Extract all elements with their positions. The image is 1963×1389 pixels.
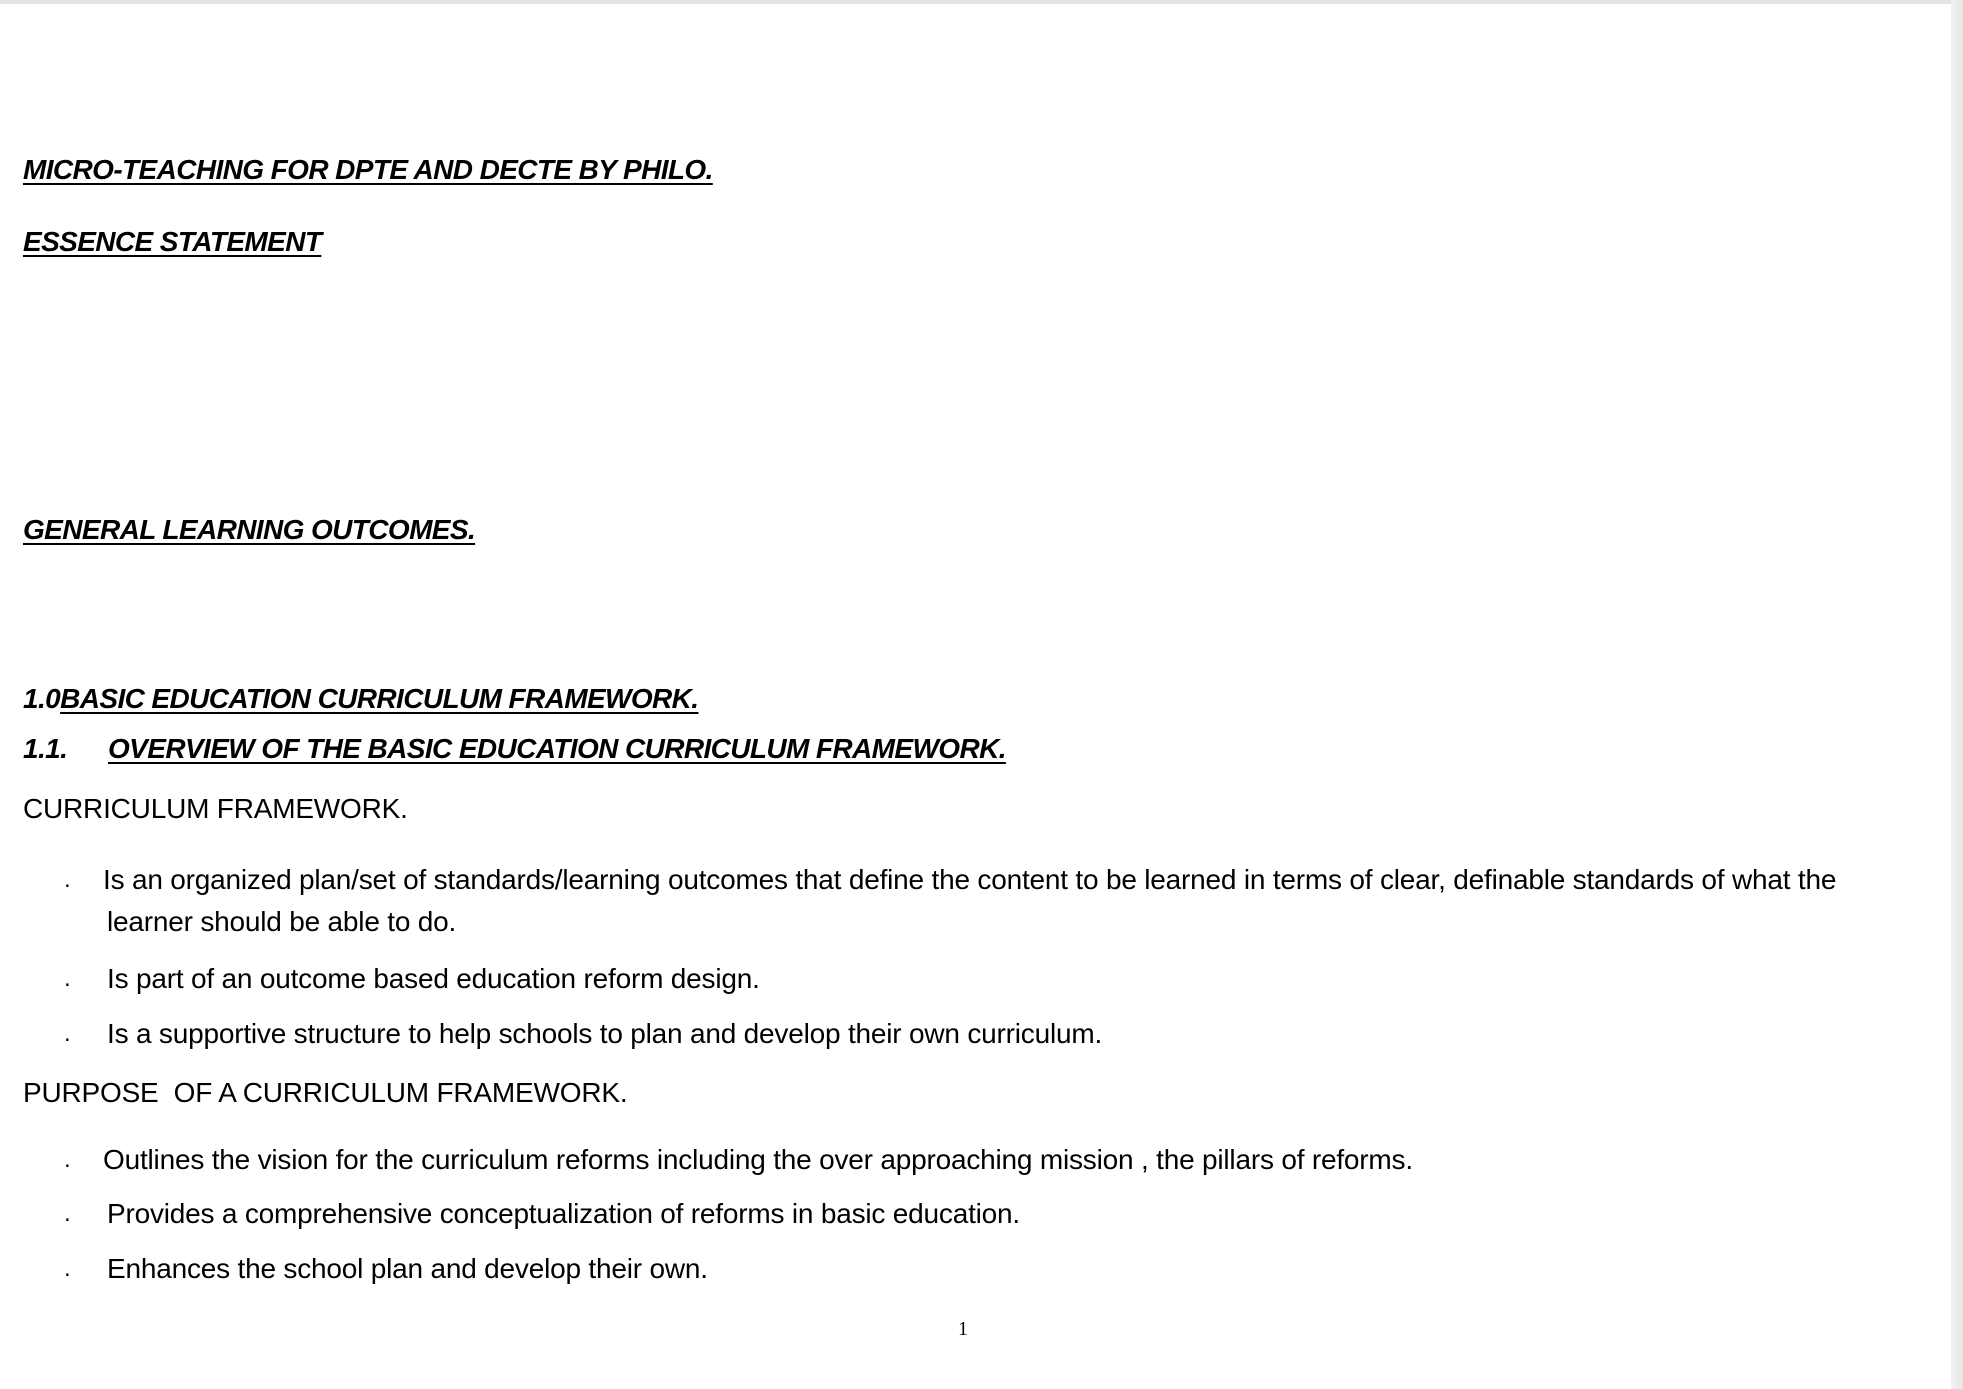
viewer-scrollbar-edge[interactable] [1951, 0, 1963, 1389]
section-1-1-number: 1.1. [23, 733, 68, 764]
list-item-text: Enhances the school plan and develop their own. [107, 1253, 708, 1284]
list-item-text: Is part of an outcome based education reform design. [107, 963, 760, 994]
list-item-text: Is an organized plan/set of standards/learning outcomes that define the content to be learned in terms of clear, definable standards of what the learner should be able to do. [103, 864, 1837, 937]
curriculum-framework-label: CURRICULUM FRAMEWORK. [23, 793, 408, 824]
bullet-mark: . [64, 965, 71, 992]
list-item [64, 1139, 1904, 1181]
list-item [64, 859, 1904, 943]
bullet-mark: . [64, 1020, 71, 1047]
document-title: MICRO-TEACHING FOR DPTE AND DECTE BY PHILO. [23, 154, 713, 185]
page-number: 1 [958, 1318, 968, 1340]
list-item-text: Provides a comprehensive conceptualization of reforms in basic education. [107, 1198, 1021, 1229]
section-1-1-title: OVERVIEW OF THE BASIC EDUCATION CURRICULUM FRAMEWORK. [108, 733, 1006, 764]
list-item [64, 958, 1904, 1000]
general-learning-outcomes-heading: GENERAL LEARNING OUTCOMES. [23, 514, 476, 545]
section-1-title: BASIC EDUCATION CURRICULUM FRAMEWORK. [60, 683, 699, 714]
section-1-1-heading [23, 733, 1006, 765]
list-item-text: Outlines the vision for the curriculum reforms including the over approaching mission , the pillars of reforms. [103, 1144, 1413, 1175]
purpose-label-text: PURPOSE OF A CURRICULUM FRAMEWORK. [23, 1077, 628, 1108]
list-item-text: Is a supportive structure to help schools to plan and develop their own curriculum. [107, 1018, 1103, 1049]
list-item [64, 1013, 1904, 1055]
list-item [64, 1193, 1904, 1235]
purpose-label [23, 1077, 627, 1109]
bullet-mark: . [64, 1146, 71, 1173]
bullet-mark: . [64, 866, 71, 893]
bullet-mark: . [64, 1255, 71, 1282]
essence-statement-heading: ESSENCE STATEMENT [23, 226, 322, 257]
section-1-number: 1.0 [23, 683, 61, 714]
bullet-mark: . [64, 1200, 71, 1227]
section-1-heading [23, 683, 698, 715]
list-item [64, 1248, 1904, 1290]
